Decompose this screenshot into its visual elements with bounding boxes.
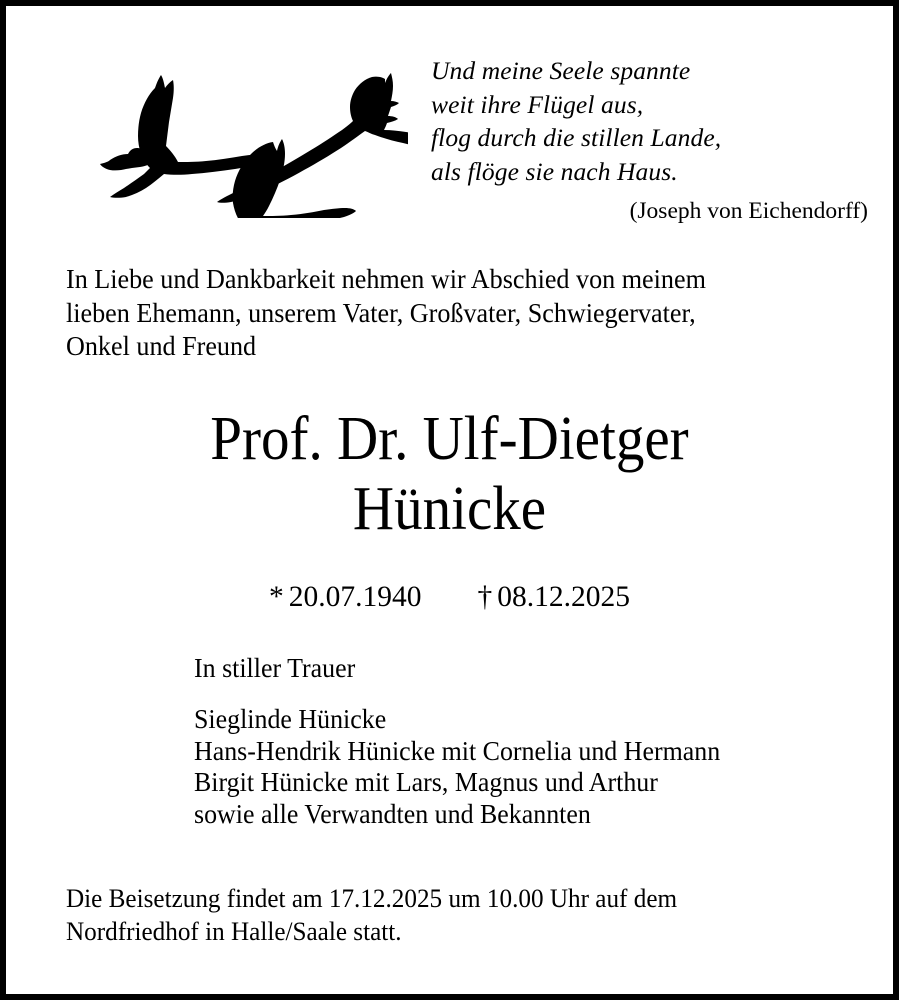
intro-line: lieben Ehemann, unserem Vater, Großvater, Schwiegervater,: [66, 296, 696, 328]
mourner-line: Birgit Hünicke mit Lars, Magnus und Arthur: [194, 767, 658, 797]
mourners-block: [194, 651, 854, 830]
birth-star-icon: *: [269, 581, 284, 613]
intro-paragraph: [66, 262, 817, 363]
intro-line: Onkel und Freund: [66, 330, 257, 361]
death-cross-icon: †: [477, 581, 493, 613]
mourner-line: Hans-Hendrik Hünicke mit Cornelia und Hermann: [194, 735, 721, 766]
mourners-heading: In stiller Trauer: [194, 653, 356, 683]
deceased-name: [6, 404, 893, 544]
mourner-line: Sieglinde Hünicke: [194, 704, 387, 734]
deceased-name-line-2: Hünicke: [352, 475, 547, 543]
notice-inner: [6, 6, 893, 994]
funeral-line: Nordfriedhof in Halle/Saale statt.: [66, 916, 402, 946]
poem-attribution: (Joseph von Eichendorff): [629, 198, 868, 224]
funeral-line: Die Beisetzung findet am 17.12.2025 um 10.00 Uhr auf dem: [66, 883, 678, 913]
funeral-details: [66, 882, 826, 948]
poem-line: als flöge sie nach Haus.: [431, 156, 678, 186]
poem-line: Und meine Seele spannte: [431, 56, 691, 85]
flying-geese-icon: [58, 58, 408, 218]
poem-line: flog durch die stillen Lande,: [431, 123, 722, 152]
poem-block: [431, 54, 876, 225]
deceased-name-line-1: Prof. Dr. Ulf-Dietger: [210, 405, 689, 473]
intro-line: In Liebe und Dankbarkeit nehmen wir Abschied von meinem: [66, 263, 706, 294]
death-date: 08.12.2025: [497, 581, 630, 613]
mourners-list: [194, 704, 854, 830]
mourner-line: sowie alle Verwandten und Bekannten: [194, 798, 591, 829]
life-dates: [6, 579, 893, 615]
poem-line: weit ihre Flügel aus,: [431, 89, 644, 119]
header-area: [6, 6, 893, 241]
birth-date: 20.07.1940: [288, 581, 422, 613]
